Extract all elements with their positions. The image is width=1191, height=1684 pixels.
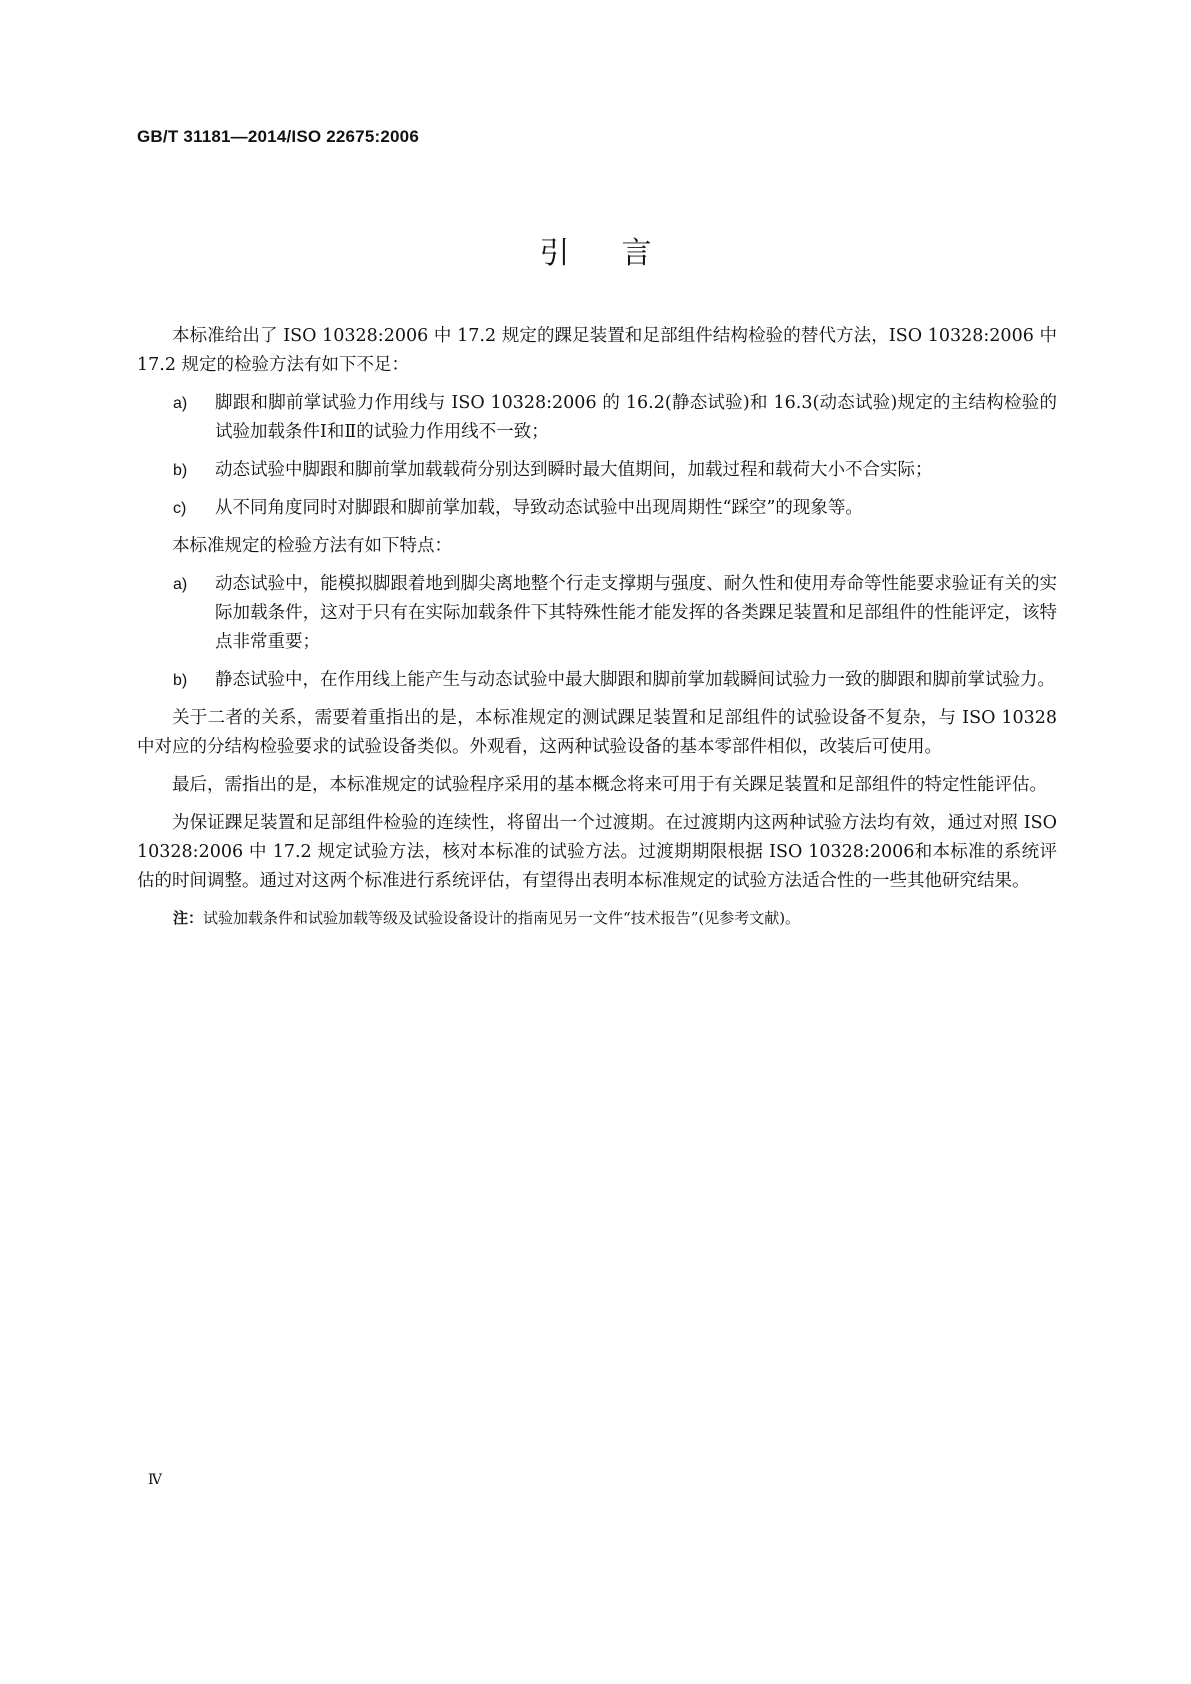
note [137, 905, 1057, 931]
paragraph-1: 本标准给出了 ISO 10328:2006 中 17.2 规定的踝足装置和足部组件结构检验的替代方法，ISO 10328:2006 中 17.2 规定的检验方法有如下不足： [137, 326, 1057, 375]
paragraph-2: 本标准规定的检验方法有如下特点： [172, 536, 452, 556]
list-marker: b) [173, 462, 188, 479]
note-text: 试验加载条件和试验加载等级及试验设备设计的指南见另一文件“技术报告”(见参考文献)。 [203, 909, 801, 927]
list-item-text: 静态试验中，在作用线上能产生与动态试验中最大脚跟和脚前掌加载瞬间试验力一致的脚跟和脚前掌试验力。 [215, 670, 1055, 690]
deficiency-list [137, 389, 1057, 523]
list-marker: b) [173, 672, 188, 689]
list-item [137, 570, 1057, 657]
list-item [137, 666, 1057, 695]
list-marker: c) [173, 500, 187, 517]
paragraph-4: 最后，需指出的是，本标准规定的试验程序采用的基本概念将来可用于有关踝足装置和足部组件的特定性能评估。 [172, 775, 1047, 795]
feature-list [137, 570, 1057, 695]
list-item-text: 动态试验中，能模拟脚跟着地到脚尖离地整个行走支撑期与强度、耐久性和使用寿命等性能要求验证有关的实际加载条件，这对于只有在实际加载条件下其特殊性能才能发挥的各类踝足装置和足部组件的性能评定，该特点非常重要； [215, 574, 1057, 652]
page-number: Ⅳ [148, 1472, 162, 1488]
page-title: 引言 [539, 236, 704, 271]
list-item [137, 494, 1057, 523]
paragraph-5: 为保证踝足装置和足部组件检验的连续性，将留出一个过渡期。在过渡期内这两种试验方法均有效，通过对照 ISO 10328:2006 中 17.2 规定试验方法，核对本标准的试验方法。过渡期期限根据 ISO 10328:2006和本标准的系统评估的时间调整。通过对这两个标准进行系统评估，有望得出表明本标准规定的试验方法适合性的一些其他研究结果。 [137, 813, 1057, 891]
paragraph-3: 关于二者的关系，需要着重指出的是，本标准规定的测试踝足装置和足部组件的试验设备不复杂，与 ISO 10328 中对应的分结构检验要求的试验设备类似。外观看，这两种试验设备的基本零部件相似，改装后可使用。 [137, 708, 1057, 757]
list-item [137, 456, 1057, 485]
document-code-header: GB/T 31181—2014/ISO 22675:2006 [137, 127, 419, 146]
list-item-text: 动态试验中脚跟和脚前掌加载载荷分别达到瞬时最大值期间，加载过程和载荷大小不合实际； [215, 460, 933, 480]
list-marker: a) [173, 395, 188, 412]
list-item-text: 从不同角度同时对脚跟和脚前掌加载，导致动态试验中出现周期性“踩空”的现象等。 [215, 498, 863, 518]
note-label: 注： [173, 909, 204, 927]
list-item-text: 脚跟和脚前掌试验力作用线与 ISO 10328:2006 的 16.2(静态试验)和 16.3(动态试验)规定的主结构检验的试验加载条件Ⅰ和Ⅱ的试验力作用线不一致； [215, 393, 1057, 442]
list-item [137, 389, 1057, 447]
introduction-body [137, 322, 1057, 931]
list-marker: a) [173, 576, 188, 593]
